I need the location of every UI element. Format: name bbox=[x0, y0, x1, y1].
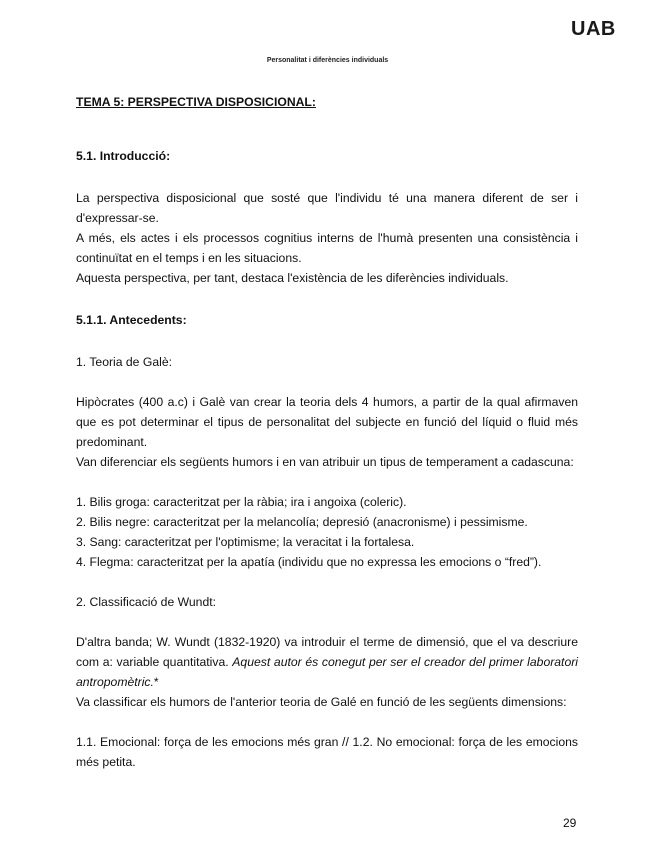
wundt-paragraph-1 bbox=[76, 632, 578, 692]
galen-paragraph-2: Van diferenciar els següents humors i en van atribuir un tipus de temperament a cadascuna: bbox=[76, 455, 574, 469]
wundt-paragraph-2: Va classificar els humors de l'anterior teoria de Galé en funció de les següents dimensions: bbox=[76, 695, 567, 709]
section-heading-antecedents: 5.1.1. Antecedents: bbox=[76, 313, 187, 327]
humor-item: 3. Sang: caracteritzat per l'optimisme; la veracitat i la fortalesa. bbox=[76, 535, 415, 549]
section-heading-introduction: 5.1. Introducció: bbox=[76, 149, 171, 163]
dimensions-paragraph: 1.1. Emocional: força de les emocions més gran // 1.2. No emocional: força de les emocions més petita. bbox=[76, 735, 578, 769]
wundt-paragraph-1-star: * bbox=[153, 675, 159, 689]
page-number: 29 bbox=[563, 816, 577, 830]
humor-item: 4. Flegma: caracteritzat per la apatía (individu que no expressa les emocions o “fred”). bbox=[76, 555, 542, 569]
page-title: TEMA 5: PERSPECTIVA DISPOSICIONAL: bbox=[76, 95, 316, 109]
uab-logo-text: UAB bbox=[571, 18, 616, 40]
galen-paragraph-1: Hipòcrates (400 a.c) i Galè van crear la teoria dels 4 humors, a partir de la qual afirmaven que es pot determinar el tipus de personalitat del subjecte en funció del líquid o fluid més predominant. bbox=[76, 395, 578, 449]
wundt-heading: 2. Classificació de Wundt: bbox=[76, 595, 216, 609]
wundt-paragraph-1-text: D'altra banda; W. Wundt (1832-1920) va introduir el terme de dimensió, que el va descriure com a: variable quantitativa. bbox=[76, 635, 578, 669]
uab-logo bbox=[571, 17, 621, 39]
humor-item: 2. Bilis negre: caracteritzat per la melancolía; depresió (anacronisme) i pessimisme. bbox=[76, 515, 528, 529]
wundt-paragraph-1-italic: Aquest autor és conegut per ser el creador del primer laboratori antropomètric. bbox=[76, 655, 578, 689]
intro-paragraph-3: Aquesta perspectiva, per tant, destaca l'existència de les diferències individuals. bbox=[76, 271, 509, 285]
galen-heading: 1. Teoria de Galè: bbox=[76, 355, 172, 369]
document-body bbox=[76, 92, 578, 772]
intro-paragraph-2: A més, els actes i els processos cognitius interns de l'humà presenten una consistència i continuïtat en el temps i en les situacions. bbox=[76, 231, 578, 265]
intro-paragraph-1: La perspectiva disposicional que sosté que l'individu té una manera diferent de ser i d'expressar-se. bbox=[76, 191, 578, 225]
running-header: Personalitat i diferències individuals bbox=[266, 57, 389, 64]
humor-item: 1. Bilis groga: caracteritzat per la ràbia; ira i angoixa (coleric). bbox=[76, 495, 407, 509]
